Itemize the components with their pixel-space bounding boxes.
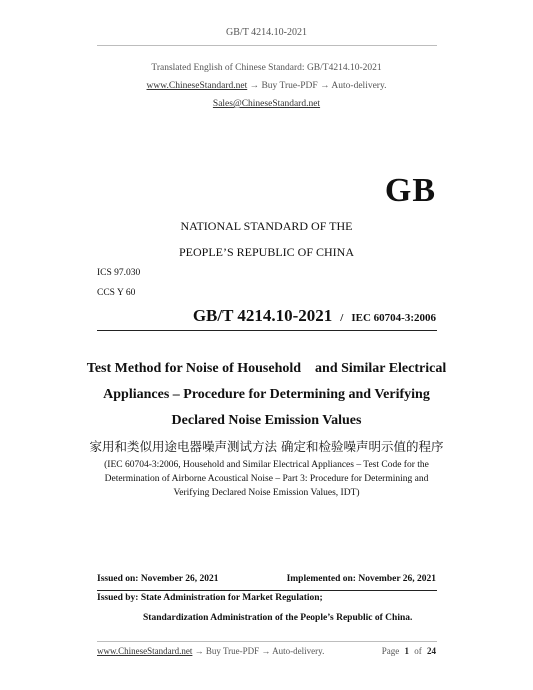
ccs-code: CCS Y 60	[97, 288, 136, 298]
page-total: 24	[427, 646, 436, 656]
title-line-3: Declared Noise Emission Values	[171, 413, 362, 428]
masthead-line-2: PEOPLE’S REPUBLIC OF CHINA	[178, 245, 355, 259]
footer-site-link[interactable]: www.ChineseStandard.net	[97, 646, 193, 656]
email-line	[0, 99, 533, 109]
dates-rule	[97, 590, 437, 591]
buy-text: → Buy True-PDF → Auto-delivery.	[249, 81, 387, 91]
standard-separator: /	[340, 312, 344, 324]
header-rule	[97, 45, 437, 46]
footer-purchase-line	[97, 646, 324, 656]
email-link[interactable]: Sales@ChineseStandard.net	[212, 99, 321, 109]
page-label: Page	[381, 646, 400, 656]
chinese-title: 家用和类似用途电器噪声测试方法 确定和检验噪声明示值的程序	[89, 439, 444, 454]
title-line-2: Appliances – Procedure for Determining and Verifying	[103, 387, 430, 402]
page-of: of	[414, 646, 422, 656]
implemented-date: Implemented on: November 26, 2021	[286, 574, 436, 584]
purchase-line	[0, 81, 533, 91]
ics-code: ICS 97.030	[97, 268, 141, 278]
footer-rule	[97, 641, 437, 642]
gb-logo: GB	[384, 172, 436, 209]
site-link[interactable]: www.ChineseStandard.net	[146, 81, 248, 91]
masthead-line-1: NATIONAL STANDARD OF THE	[180, 219, 353, 233]
standard-number: GB/T 4214.10-2021	[192, 306, 333, 325]
title-note-1: (IEC 60704-3:2006, Household and Similar Electrical Appliances – Test Code for the	[104, 460, 429, 470]
issuer-line-2: Standardization Administration of the People’s Republic of China.	[143, 613, 413, 623]
running-header: GB/T 4214.10-2021	[226, 27, 307, 38]
equivalent-standard: IEC 60704-3:2006	[351, 312, 436, 324]
translation-notice: Translated English of Chinese Standard: GB/T4214.10-2021	[151, 63, 382, 73]
standard-number-line	[193, 306, 436, 326]
title-note-3: Verifying Declared Noise Emission Values, IDT)	[173, 488, 360, 498]
title-note-2: Determination of Airborne Acoustical Noise – Part 3: Procedure for Determining and	[104, 474, 429, 484]
page-indicator	[382, 646, 436, 656]
issued-date: Issued on: November 26, 2021	[97, 574, 219, 584]
title-line-1: Test Method for Noise of Household and Similar Electrical	[86, 361, 447, 376]
standard-rule	[97, 330, 437, 331]
page-current: 1	[404, 646, 409, 656]
footer-buy-text: → Buy True-PDF → Auto-delivery.	[194, 646, 325, 656]
issuer-line-1: Issued by: State Administration for Market Regulation;	[97, 593, 323, 603]
